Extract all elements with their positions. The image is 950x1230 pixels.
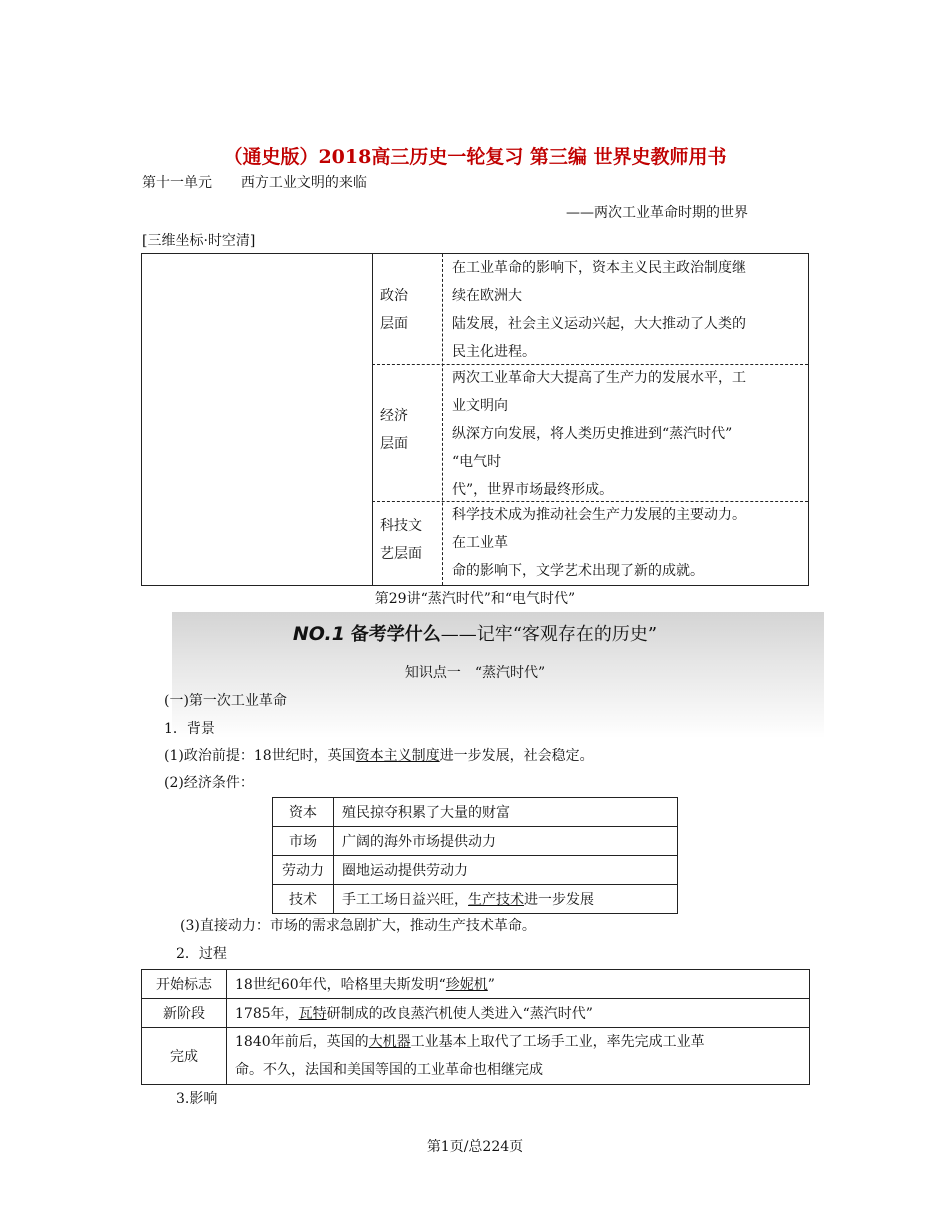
text-segment: 研制成的改良蒸汽机使人类进入“蒸汽时代” — [326, 1006, 593, 1022]
table-key: 市场 — [273, 827, 334, 856]
underlined-term: 生产技术 — [468, 892, 524, 908]
text-line: 命的影响下，文学艺术出现了新的成就。 — [452, 563, 704, 579]
unit-subtitle: ——两次工业革命时期的世界 — [566, 205, 748, 221]
text-line: 业文明向 — [452, 398, 508, 414]
political-premise — [164, 745, 594, 765]
label-line: 科技文 — [380, 518, 422, 534]
divider — [372, 254, 373, 585]
direct-motive: (3)直接动力：市场的需求急剧扩大，推动生产技术革命。 — [180, 918, 536, 934]
underlined-term: 大机器 — [368, 1034, 411, 1050]
table-row — [142, 1028, 810, 1085]
banner-title — [0, 620, 950, 646]
underlined-term: 资本主义制度 — [355, 748, 440, 764]
row-text-tech — [452, 501, 804, 585]
text-segment: (1)政治前提：18世纪时，英国 — [164, 748, 356, 764]
page-number: 第1页/总224页 — [426, 1139, 524, 1155]
label-line: 层面 — [380, 316, 408, 332]
banner-number: NO.1 — [292, 623, 345, 645]
text-line: “电气时 — [452, 454, 502, 470]
text-line: 陆发展，社会主义运动兴起，大大推动了人类的 — [452, 316, 746, 332]
table-row — [273, 885, 678, 914]
text-line: 续在欧洲大 — [452, 288, 522, 304]
text-segment: 手工工场日益兴旺， — [342, 892, 468, 908]
process-table — [141, 969, 810, 1085]
table-row — [142, 970, 810, 999]
table-value — [227, 999, 810, 1028]
unit-name: 西方工业文明的来临 — [240, 175, 367, 191]
text-segment: 殖民掠夺积累了大量的财富 — [342, 805, 510, 821]
table-key: 开始标志 — [142, 970, 227, 999]
process-heading: 2．过程 — [176, 946, 227, 962]
unit-number: 第十一单元 — [142, 175, 212, 191]
table-value — [334, 885, 678, 914]
row-text-politics — [452, 254, 804, 366]
row-label-economy — [380, 402, 436, 458]
text-segment: 工业基本上取代了工场手工业，率先完成工业革 — [410, 1034, 705, 1050]
table-value — [334, 856, 678, 885]
document-title: （通史版）2018高三历史一轮复习 第三编 世界史教师用书 — [223, 146, 727, 168]
text-segment: 进一步发展，社会稳定。 — [439, 748, 594, 764]
row-text-economy — [452, 364, 804, 504]
economic-heading: (2)经济条件： — [164, 775, 254, 791]
lecture-title: 第29讲“蒸汽时代”和“电气时代” — [374, 591, 576, 607]
table-value — [334, 798, 678, 827]
banner-rest: ——记牢“客观存在的历史” — [440, 624, 658, 645]
knowledge-point: 知识点一 “蒸汽时代” — [404, 665, 546, 681]
table-key: 完成 — [142, 1028, 227, 1085]
label-line: 艺层面 — [380, 546, 422, 562]
text-segment: ” — [487, 977, 495, 993]
text-line: 纵深方向发展，将人类历史推进到“蒸汽时代” — [452, 426, 733, 442]
impact-heading: 3.影响 — [176, 1091, 218, 1107]
text-segment: 圈地运动提供劳动力 — [342, 863, 468, 879]
text-line: 在工业革命的影响下，资本主义民主政治制度继 — [452, 260, 746, 276]
text-line — [235, 1028, 801, 1056]
table-value — [227, 1028, 810, 1085]
table-key: 劳动力 — [273, 856, 334, 885]
row-label-politics — [380, 282, 436, 338]
section-heading: (一)第一次工业革命 — [164, 693, 287, 709]
table-value — [334, 827, 678, 856]
table-key: 技术 — [273, 885, 334, 914]
text-line: 科学技术成为推动社会生产力发展的主要动力。 — [452, 507, 746, 523]
text-segment: 广阔的海外市场提供动力 — [342, 834, 496, 850]
background-heading: 1．背景 — [164, 721, 215, 737]
label-line: 政治 — [380, 288, 408, 304]
text-segment: 18世纪60年代，哈格里夫斯发明“ — [235, 977, 446, 993]
table-row — [273, 856, 678, 885]
banner-bold: 备考学什么 — [350, 624, 441, 645]
label-line: 经济 — [380, 408, 408, 424]
divider — [442, 254, 443, 585]
row-label-tech — [380, 512, 436, 568]
table-key: 资本 — [273, 798, 334, 827]
unit-heading — [142, 172, 367, 192]
table-value — [227, 970, 810, 999]
table-key: 新阶段 — [142, 999, 227, 1028]
underlined-term: 瓦特 — [298, 1006, 327, 1022]
table-row — [142, 999, 810, 1028]
underlined-term: 珍妮机 — [445, 977, 488, 993]
economic-table — [272, 797, 678, 914]
text-line: 两次工业革命大大提高了生产力的发展水平，工 — [452, 370, 746, 386]
table-row — [273, 827, 678, 856]
text-line: 民主化进程。 — [452, 344, 536, 360]
table-row — [273, 798, 678, 827]
text-line: 代”，世界市场最终形成。 — [452, 482, 614, 498]
overview-table — [141, 253, 809, 586]
text-segment: 1840年前后，英国的 — [235, 1034, 369, 1050]
text-segment: 进一步发展 — [524, 892, 594, 908]
text-segment: 1785年， — [235, 1006, 299, 1022]
text-line: 在工业革 — [452, 535, 508, 551]
text-line: 命。不久，法国和美国等国的工业革命也相继完成 — [235, 1062, 543, 1078]
coordinate-label: [三维坐标·时空清] — [142, 233, 256, 249]
label-line: 层面 — [380, 436, 408, 452]
